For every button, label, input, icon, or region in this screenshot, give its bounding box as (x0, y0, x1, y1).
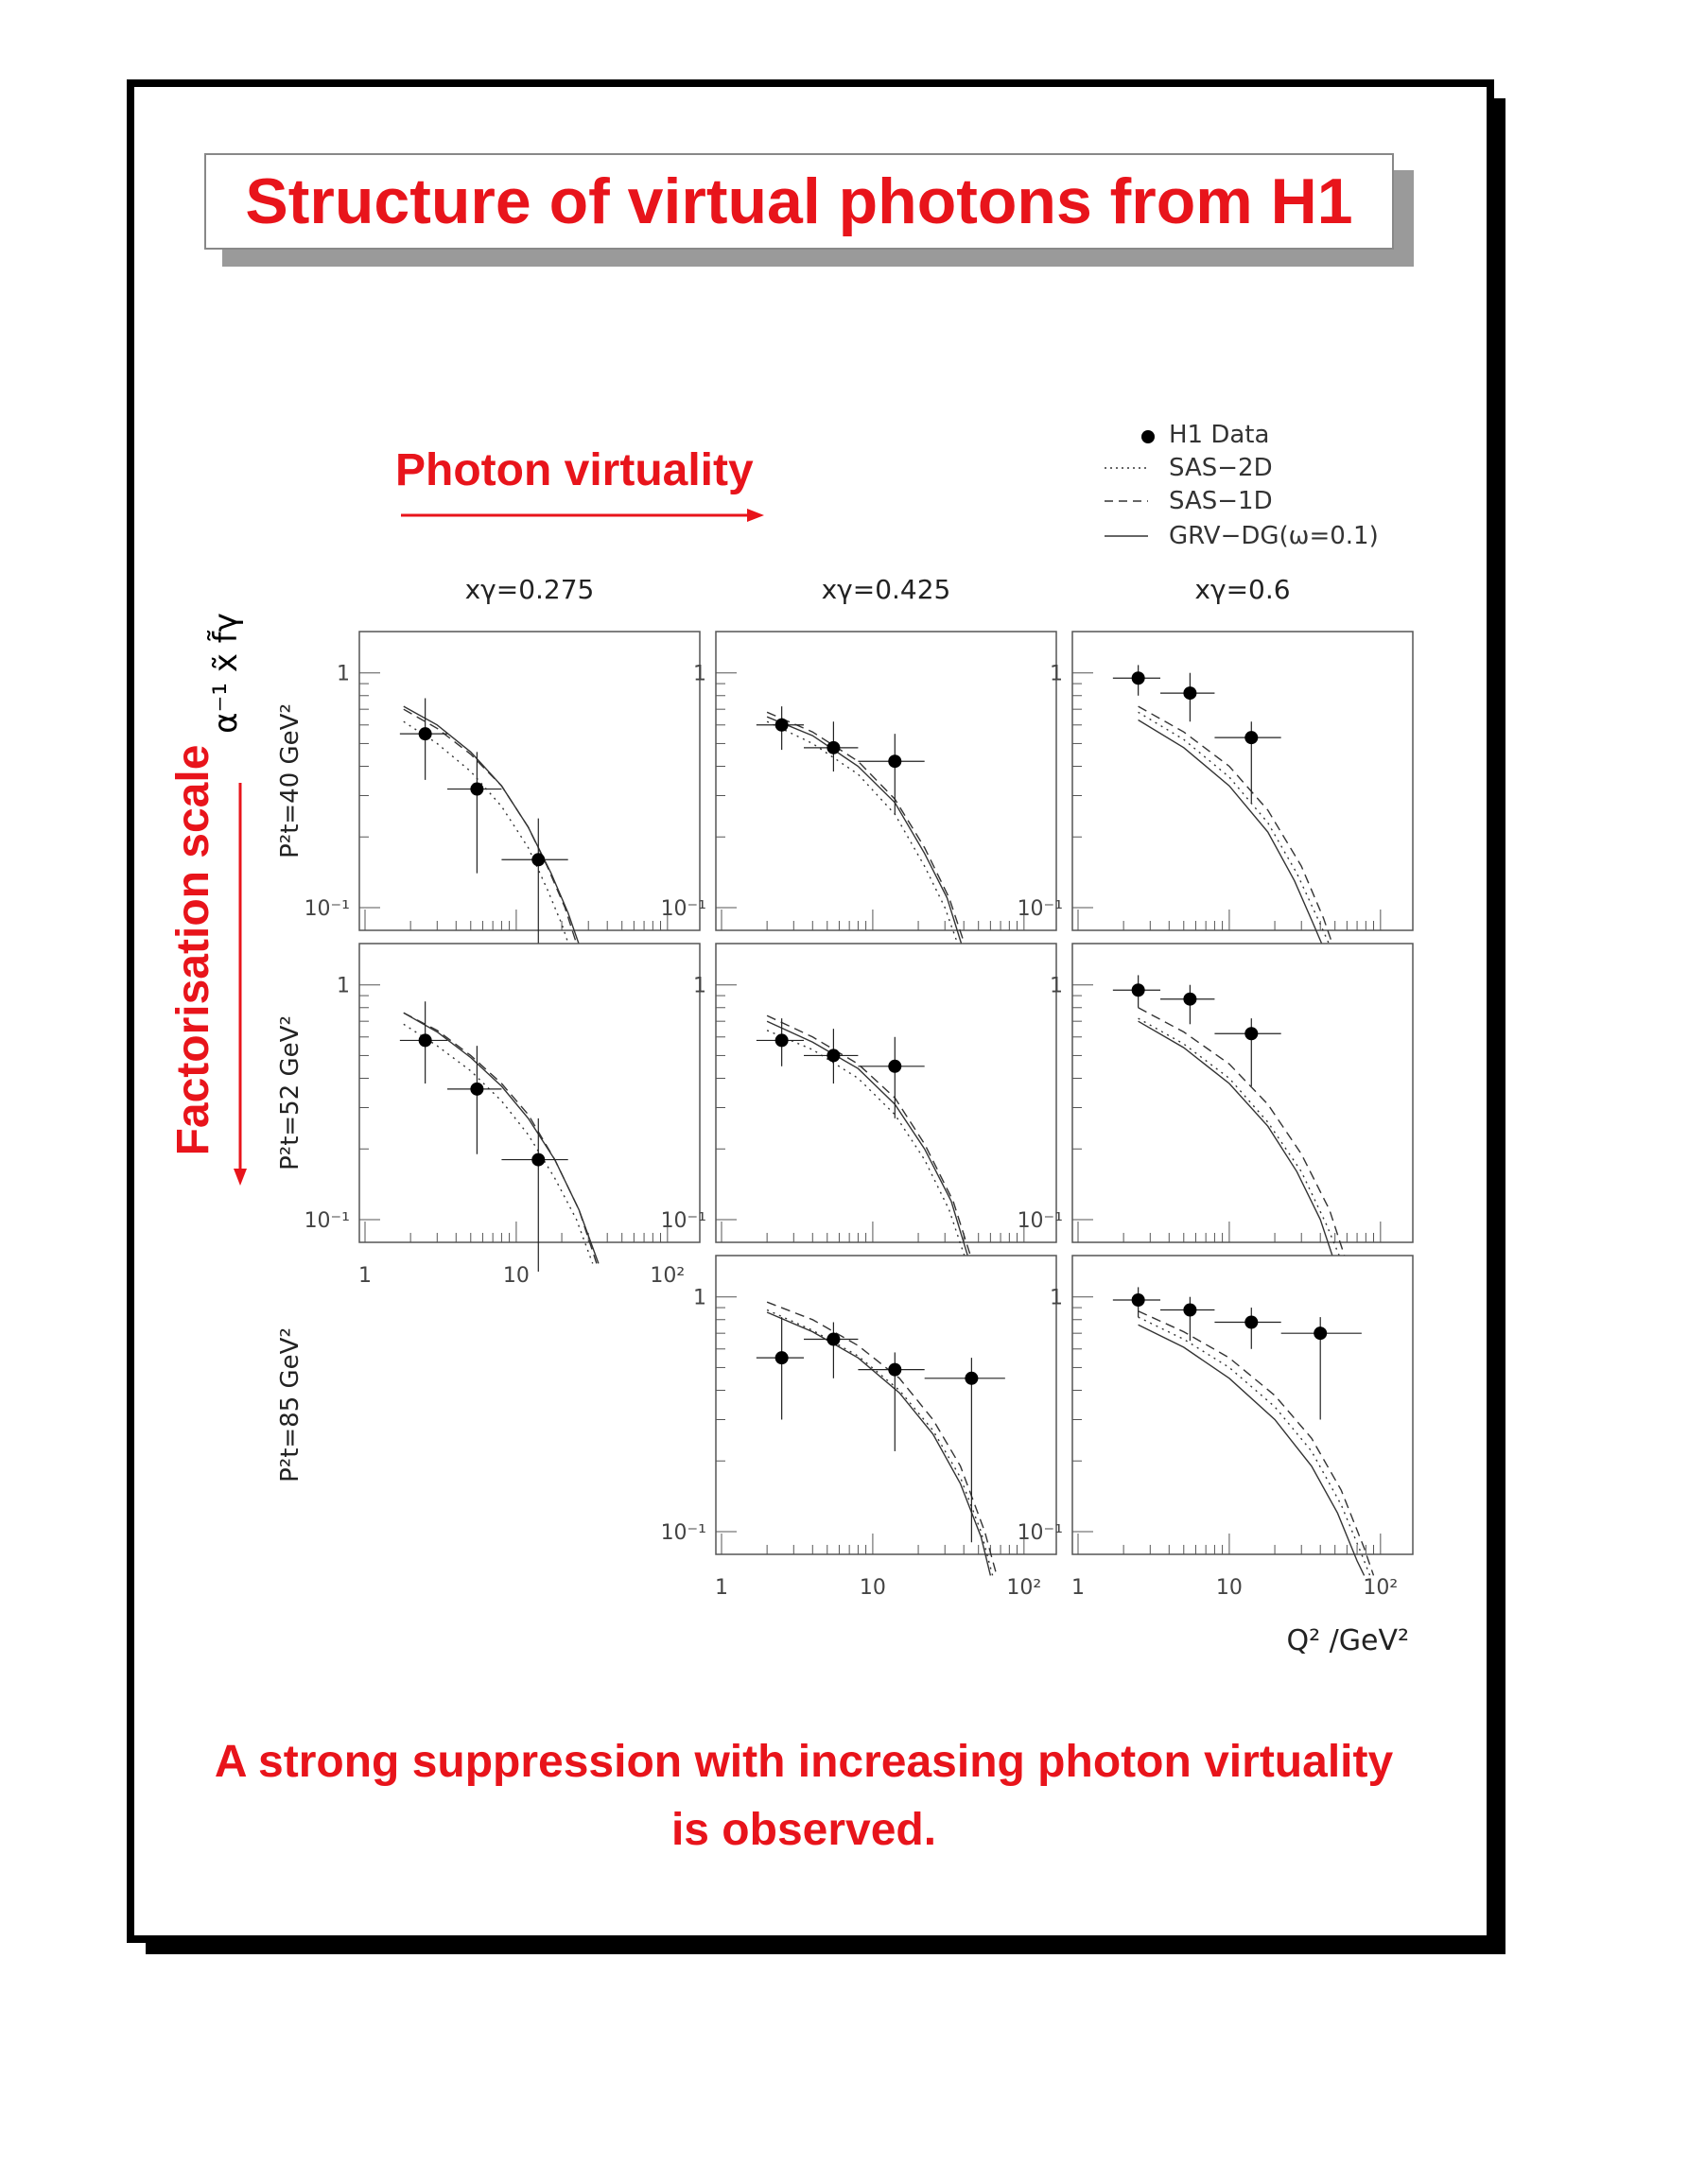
y-tick-label: 1 (337, 662, 350, 686)
legend-label: SAS−2D (1169, 454, 1273, 482)
factor-arrow-head (234, 1169, 247, 1186)
x-tick-label: 10 (859, 1576, 886, 1600)
y-tick-label: 10⁻¹ (660, 896, 706, 921)
panel-r0-c2 (1018, 632, 1413, 951)
panel-r1-c2 (1018, 944, 1413, 1263)
panel-frame (716, 632, 1056, 930)
data-point (419, 727, 432, 740)
conclusion-line-2: is observed. (670, 1805, 937, 1855)
data-point (531, 853, 545, 866)
data-point (827, 1333, 840, 1346)
data-point (470, 1083, 483, 1096)
data-point (965, 1372, 978, 1385)
data-point (775, 719, 789, 732)
y-tick-label: 10⁻¹ (660, 1208, 706, 1233)
y-tick-label: 10⁻¹ (660, 1520, 706, 1545)
panel-frame (359, 944, 700, 1242)
data-point (1244, 1027, 1258, 1040)
legend-label: SAS−1D (1169, 487, 1273, 515)
y-tick-label: 1 (337, 974, 350, 998)
conclusion-text (142, 1728, 1466, 1864)
x-tick-label: 10 (1215, 1576, 1243, 1600)
x-tick-label: 1 (1071, 1576, 1085, 1600)
x-tick-label: 10² (1006, 1576, 1042, 1600)
data-point (888, 1363, 901, 1377)
factorisation-scale-label: Factorisation scale (168, 744, 218, 1156)
y-axis-label: α⁻¹ x̃ f̃γ (207, 613, 245, 734)
column-header: xγ=0.425 (821, 574, 951, 605)
data-point (1132, 983, 1145, 997)
data-point (1132, 671, 1145, 685)
row-label: P²t=52 GeV² (276, 1015, 305, 1170)
row-label: P²t=85 GeV² (276, 1327, 305, 1482)
panel-r2-c2 (1018, 1256, 1413, 1600)
x-tick-label: 10 (502, 1264, 530, 1288)
x-axis-label: Q² /GeV² (1286, 1624, 1409, 1657)
x-tick-label: 1 (358, 1264, 372, 1288)
column-header: xγ=0.6 (1194, 574, 1291, 605)
data-point (1314, 1326, 1327, 1340)
panel-frame (359, 632, 700, 930)
y-tick-label: 1 (693, 1286, 706, 1310)
y-tick-label: 1 (1050, 1286, 1063, 1310)
column-header: xγ=0.275 (464, 574, 595, 605)
data-point (1183, 1303, 1196, 1316)
y-tick-label: 1 (1050, 662, 1063, 686)
panel-frame (716, 1256, 1056, 1554)
data-point (1244, 731, 1258, 744)
panel-frame (1072, 944, 1413, 1242)
panel-frame (716, 944, 1056, 1242)
legend-label: GRV−DG(ω=0.1) (1169, 522, 1379, 550)
photon-arrow-head (747, 509, 764, 522)
data-point (470, 783, 483, 796)
conclusion-line-1: A strong suppression with increasing photon virtuality (214, 1737, 1394, 1787)
data-point (1244, 1315, 1258, 1328)
data-point (888, 754, 901, 768)
panel-r0-c0 (305, 632, 700, 951)
y-tick-label: 10⁻¹ (1017, 1208, 1063, 1233)
panel-r1-c0 (305, 944, 700, 1288)
panel-r1-c1 (661, 944, 1056, 1263)
y-tick-label: 10⁻¹ (304, 896, 350, 921)
data-point (1132, 1293, 1145, 1307)
legend-label: H1 Data (1169, 421, 1270, 449)
row-label: P²t=40 GeV² (276, 703, 305, 858)
x-tick-label: 10² (1363, 1576, 1399, 1600)
x-tick-label: 1 (715, 1576, 728, 1600)
y-tick-label: 10⁻¹ (1017, 1520, 1063, 1545)
data-point (419, 1033, 432, 1047)
data-point (531, 1153, 545, 1167)
y-tick-label: 10⁻¹ (1017, 896, 1063, 921)
y-tick-label: 1 (1050, 974, 1063, 998)
y-tick-label: 1 (693, 662, 706, 686)
data-point (888, 1060, 901, 1073)
panel-r0-c1 (661, 632, 1056, 951)
data-point (775, 1351, 789, 1364)
x-tick-label: 10² (650, 1264, 686, 1288)
data-point (827, 1049, 840, 1062)
y-tick-label: 1 (693, 974, 706, 998)
y-tick-label: 10⁻¹ (304, 1208, 350, 1233)
slide-title: Structure of virtual photons from H1 (245, 165, 1353, 237)
photon-virtuality-label: Photon virtuality (395, 445, 754, 495)
data-point (1183, 686, 1196, 700)
legend-marker (1141, 430, 1155, 443)
data-point (827, 741, 840, 754)
data-point (775, 1033, 789, 1047)
data-point (1183, 993, 1196, 1006)
panel-r2-c1 (661, 1256, 1056, 1600)
